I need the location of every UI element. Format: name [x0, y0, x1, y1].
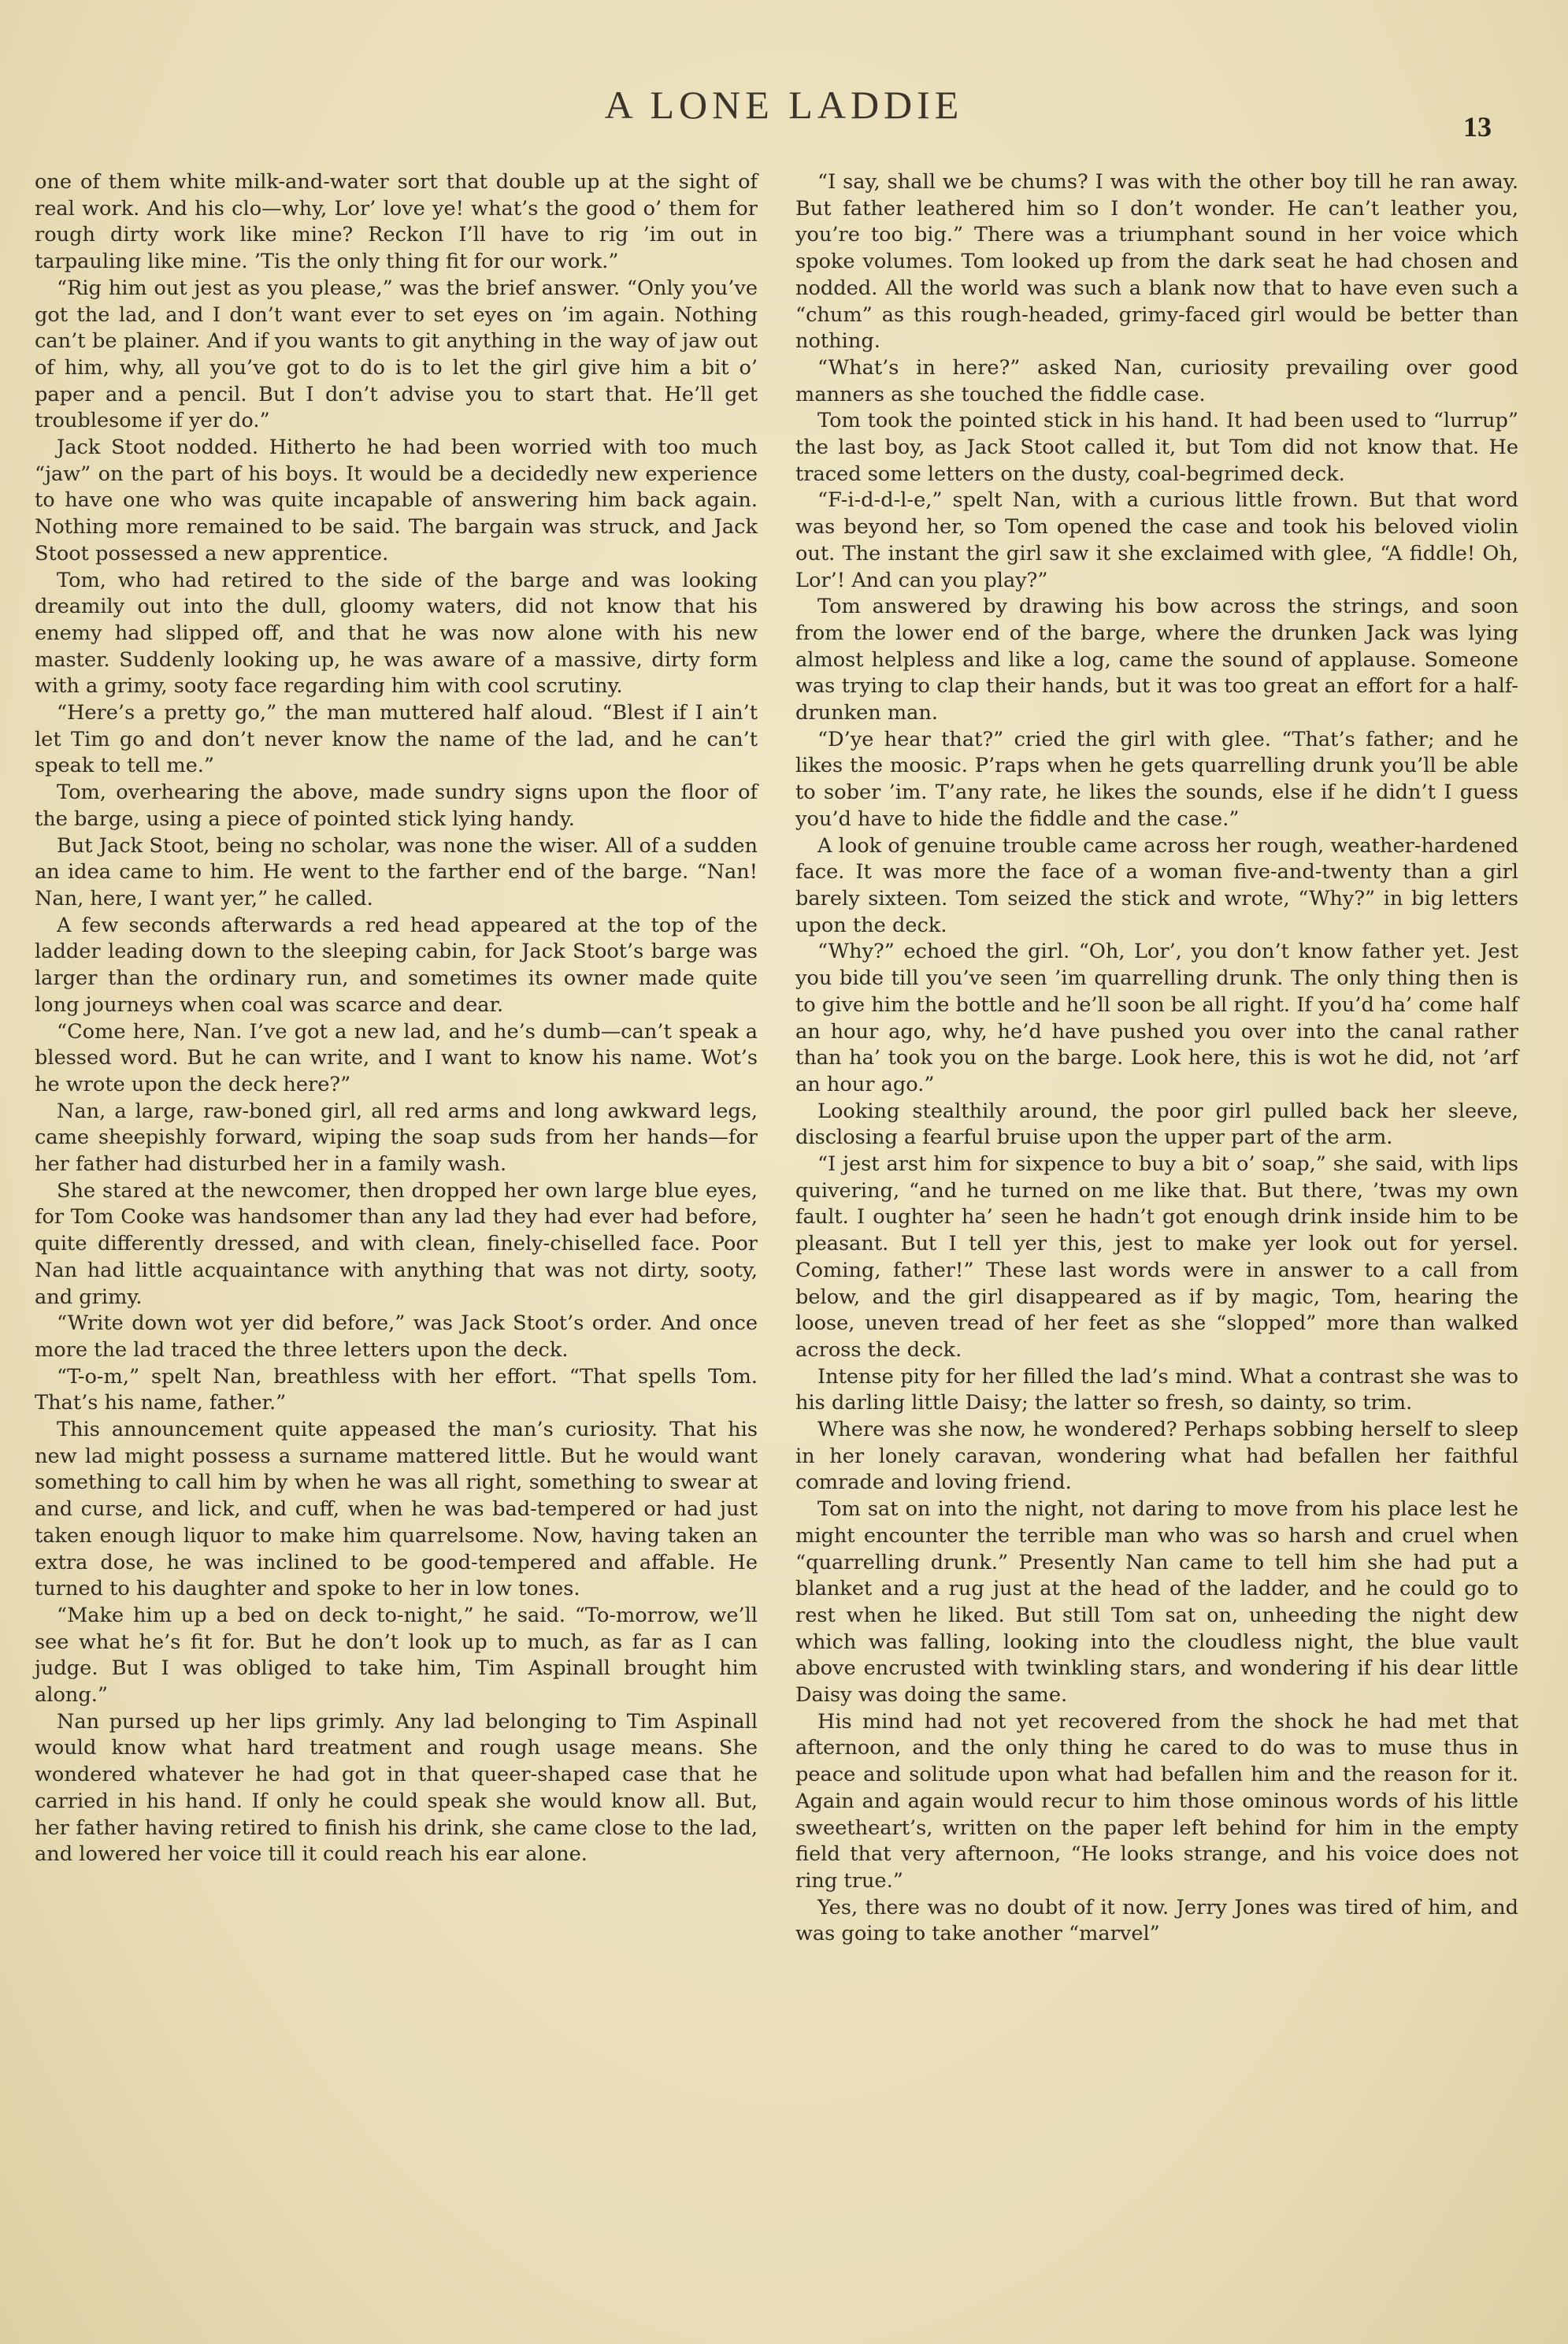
paragraph: “Write down wot yer did before,” was Jack Stoot’s order. And once more the lad traced the three letters upon the deck. [35, 1311, 758, 1362]
paragraph: “Here’s a pretty go,” the man muttered half aloud. “Blest if I ain’t let Tim go and don’t never know the name of the lad, and he can’t speak to tell me.” [35, 701, 758, 778]
paragraph: Tom answered by drawing his bow across the strings, and soon from the lower end of the barge, where the drunken Jack was lying almost helpless and like a log, came the sound of applause. Someone was trying to clap their hands, but it was too great an effort for a half-drunken man. [795, 595, 1518, 725]
paragraph: Nan pursed up her lips grimly. Any lad belonging to Tim Aspinall would know what hard treatment and rough usage means. She wondered whatever he had got in that queer-shaped case that he carried in his hand. If only he could speak she would know all. But, her father having retired to finish his drink, she came close to the lad, and lowered her voice till it could reach his ear alone. [35, 1709, 758, 1867]
paragraph: Tom, overhearing the above, made sundry signs upon the floor of the barge, using a piece of pointed stick lying handy. [35, 781, 758, 831]
paragraph: This announcement quite appeased the man’s curiosity. That his new lad might possess a surname mattered little. But he would want something to call him by when he was all right, something to swear at and curse, and lick, and cuff, when he was bad-tempered or had just taken enough liquor to make him quarrelsome. Now, having taken an extra dose, he was inclined to be good-tempered and affable. He turned to his daughter and spoke to her in low tones. [35, 1418, 758, 1601]
running-head: A LONE LADDIE [604, 83, 964, 127]
left-column [35, 169, 758, 1868]
paragraph: His mind had not yet recovered from the shock he had met that afternoon, and the only thing he cared to do was to muse thus in peace and solitude upon what had befallen him and the reason for it. Again and again would recur to him those ominous words of his little sweetheart’s, written on the paper left behind for him in the empty field that very afternoon, “He looks strange, and his voice does not ring true.” [795, 1709, 1518, 1893]
paragraph: one of them white milk-and-water sort that double up at the sight of real work. And his clo—why, Lor’ love ye! what’s the good o’ them for rough dirty work like mine? Reckon I’ll have to rig ’im out in tarpauling like mine. ’Tis the only thing fit for our work.” [35, 170, 758, 274]
paragraph: “I say, shall we be chums? I was with the other boy till he ran away. But father leathered him so I don’t wonder. He can’t leather you, you’re too big.” There was a triumphant sound in her voice which spoke volumes. Tom looked up from the dark seat he had chosen and nodded. All the world was such a blank now that to have even such a “chum” as this rough-headed, grimy-faced girl would be better than nothing. [795, 170, 1518, 354]
paragraph: “Make him up a bed on deck to-night,” he said. “To-morrow, we’ll see what he’s fit for. But he don’t look up to much, as far as I can judge. But I was obliged to take him, Tim Aspinall brought him along.” [35, 1603, 758, 1708]
paragraph: Tom took the pointed stick in his hand. It had been used to “lurrup” the last boy, as Jack Stoot called it, but Tom did not know that. He traced some letters on the dusty, coal-begrimed deck. [795, 409, 1518, 486]
paragraph: “D’ye hear that?” cried the girl with glee. “That’s father; and he likes the moosic. P’raps when he gets quarrelling drunk you’ll be able to sober ’im. T’any rate, he likes the sounds, else if he didn’t I guess you’d have to hide the fiddle and the case.” [795, 727, 1518, 831]
paragraph: “I jest arst him for sixpence to buy a bit o’ soap,” she said, with lips quivering, “and he turned on me like that. But there, ’twas my own fault. I oughter ha’ seen he hadn’t got enough drink inside him to be pleasant. But I tell yer this, jest to make yer look out for yersel. Coming, father!” These last words were in answer to a call from below, and the girl disappeared as if by magic, Tom, hearing the loose, uneven tread of her feet as she “slopped” more than walked across the deck. [795, 1152, 1518, 1362]
paragraph: She stared at the newcomer, then dropped her own large blue eyes, for Tom Cooke was handsomer than any lad they had ever had before, quite differently dressed, and with clean, finely-chiselled face. Poor Nan had little acquaintance with anything that was not dirty, sooty, and grimy. [35, 1178, 758, 1309]
right-column [795, 169, 1518, 1948]
paragraph: “Why?” echoed the girl. “Oh, Lor’, you don’t know father yet. Jest you bide till you’ve seen ’im quarrelling drunk. The only thing then is to give him the bottle and he’ll soon be all right. If you’d ha’ come half an hour ago, why, he’d have pushed you over into the canal rather than ha’ took you on the barge. Look here, this is wot he did, not ’arf an hour ago.” [795, 940, 1518, 1096]
paragraph: “Rig him out jest as you please,” was the brief answer. “Only you’ve got the lad, and I don’t want ever to set eyes on ’im again. Nothing can’t be plainer. And if you wants to git anything in the way of jaw out of him, why, all you’ve got to do is to let the girl give him a bit o’ paper and a pencil. But I don’t advise you to start that. He’ll get troublesome if yer do.” [35, 276, 758, 433]
page-number: 13 [1463, 111, 1492, 143]
paragraph: But Jack Stoot, being no scholar, was none the wiser. All of a sudden an idea came to him. He went to the farther end of the barge. “Nan! Nan, here, I want yer,” he called. [35, 833, 758, 911]
paragraph: Looking stealthily around, the poor girl pulled back her sleeve, disclosing a fearful bruise upon the upper part of the arm. [795, 1099, 1518, 1150]
paragraph: Tom, who had retired to the side of the barge and was looking dreamily out into the dull, gloomy waters, did not know that his enemy had slipped off, and that he was now alone with his new master. Suddenly looking up, he was aware of a massive, dirty form with a grimy, sooty face regarding him with cool scrutiny. [35, 568, 758, 699]
paragraph: A few seconds afterwards a red head appeared at the top of the ladder leading down to the sleeping cabin, for Jack Stoot’s barge was larger than the ordinary run, and sometimes its owner made quite long journeys when coal was scarce and dear. [35, 913, 758, 1017]
paragraph: Intense pity for her filled the lad’s mind. What a contrast she was to his darling little Daisy; the latter so fresh, so dainty, so trim. [795, 1364, 1518, 1415]
paragraph: Tom sat on into the night, not daring to move from his place lest he might encounter the terrible man who was so harsh and cruel when “quarrelling drunk.” Presently Nan came to tell him she had put a blanket and a rug just at the head of the ladder, and he could go to rest when he liked. But still Tom sat on, unheeding the night dew which was falling, looking into the cloudless night, the blue vault above encrusted with twinkling stars, and wondering if his dear little Daisy was doing the same. [795, 1497, 1518, 1708]
paragraph: Nan, a large, raw-boned girl, all red arms and long awkward legs, came sheepishly forward, wiping the soap suds from her hands—for her father had disturbed her in a family wash. [35, 1099, 758, 1177]
paragraph: Where was she now, he wondered? Perhaps sobbing herself to sleep in her lonely caravan, wondering what had befallen her faithful comrade and loving friend. [795, 1418, 1518, 1495]
paragraph: Yes, there was no doubt of it now. Jerry Jones was tired of him, and was going to take another “marvel” [795, 1895, 1518, 1946]
paragraph: Jack Stoot nodded. Hitherto he had been worried with too much “jaw” on the part of his boys. It would be a decidedly new experience to have one who was quite incapable of answering him back again. Nothing more remained to be said. The bargain was struck, and Jack Stoot possessed a new apprentice. [35, 436, 758, 566]
paragraph: “F-i-d-d-l-e,” spelt Nan, with a curious little frown. But that word was beyond her, so Tom opened the case and took his beloved violin out. The instant the girl saw it she exclaimed with glee, “A fiddle! Oh, Lor’! And can you play?” [795, 488, 1518, 592]
paragraph: “T-o-m,” spelt Nan, breathless with her effort. “That spells Tom. That’s his name, father.” [35, 1364, 758, 1415]
paragraph: A look of genuine trouble came across her rough, weather-hardened face. It was more the face of a woman five-and-twenty than a girl barely sixteen. Tom seized the stick and wrote, “Why?” in big letters upon the deck. [795, 833, 1518, 937]
paragraph: “Come here, Nan. I’ve got a new lad, and he’s dumb—can’t speak a blessed word. But he can write, and I want to know his name. Wot’s he wrote upon the deck here?” [35, 1019, 758, 1096]
paragraph: “What’s in here?” asked Nan, curiosity prevailing over good manners as she touched the fiddle case. [795, 355, 1518, 406]
